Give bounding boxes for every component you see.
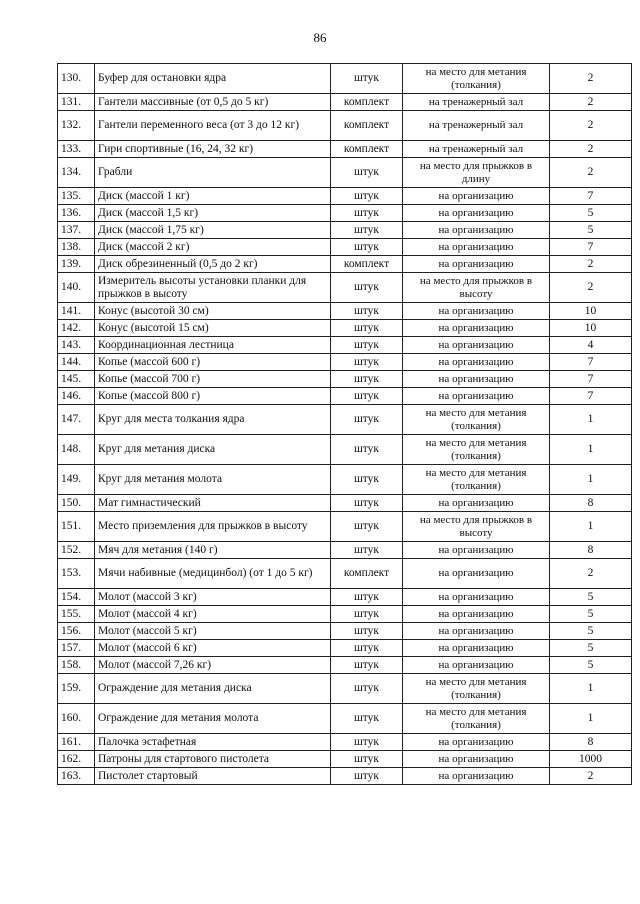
table-row — [58, 188, 632, 205]
quantity-cell: 1 — [550, 674, 632, 704]
unit-cell: штук — [331, 589, 403, 606]
row-number-cell: 130. — [58, 64, 95, 94]
item-name-cell: Копье (массой 700 г) — [95, 371, 331, 388]
quantity-cell: 7 — [550, 354, 632, 371]
table-row — [58, 623, 632, 640]
table-row — [58, 768, 632, 785]
table-row — [58, 94, 632, 111]
row-number-cell: 161. — [58, 734, 95, 751]
table-row — [58, 239, 632, 256]
row-number-cell: 156. — [58, 623, 95, 640]
table-row — [58, 465, 632, 495]
item-name-cell: Координационная лестница — [95, 337, 331, 354]
unit-cell: штук — [331, 239, 403, 256]
table-row — [58, 371, 632, 388]
item-name-cell: Круг для метания молота — [95, 465, 331, 495]
quantity-cell: 7 — [550, 188, 632, 205]
unit-cell: комплект — [331, 256, 403, 273]
item-name-cell: Диск (массой 1,75 кг) — [95, 222, 331, 239]
table-row — [58, 542, 632, 559]
row-number-cell: 149. — [58, 465, 95, 495]
row-number-cell: 138. — [58, 239, 95, 256]
row-number-cell: 140. — [58, 273, 95, 303]
unit-cell: штук — [331, 623, 403, 640]
unit-cell: штук — [331, 354, 403, 371]
row-number-cell: 145. — [58, 371, 95, 388]
allocation-cell: на организацию — [403, 320, 550, 337]
row-number-cell: 163. — [58, 768, 95, 785]
unit-cell: штук — [331, 465, 403, 495]
unit-cell: комплект — [331, 141, 403, 158]
item-name-cell: Гантели переменного веса (от 3 до 12 кг) — [95, 111, 331, 141]
row-number-cell: 155. — [58, 606, 95, 623]
allocation-cell: на организацию — [403, 256, 550, 273]
unit-cell: штук — [331, 188, 403, 205]
row-number-cell: 146. — [58, 388, 95, 405]
table-row — [58, 657, 632, 674]
row-number-cell: 141. — [58, 303, 95, 320]
table-row — [58, 256, 632, 273]
row-number-cell: 139. — [58, 256, 95, 273]
item-name-cell: Гири спортивные (16, 24, 32 кг) — [95, 141, 331, 158]
quantity-cell: 4 — [550, 337, 632, 354]
item-name-cell: Круг для метания диска — [95, 435, 331, 465]
item-name-cell: Место приземления для прыжков в высоту — [95, 512, 331, 542]
row-number-cell: 150. — [58, 495, 95, 512]
row-number-cell: 151. — [58, 512, 95, 542]
allocation-cell: на организацию — [403, 222, 550, 239]
allocation-cell: на организацию — [403, 751, 550, 768]
allocation-cell: на организацию — [403, 734, 550, 751]
quantity-cell: 2 — [550, 768, 632, 785]
row-number-cell: 144. — [58, 354, 95, 371]
allocation-cell: на тренажерный зал — [403, 141, 550, 158]
item-name-cell: Буфер для остановки ядра — [95, 64, 331, 94]
table-row — [58, 303, 632, 320]
table-row — [58, 559, 632, 589]
item-name-cell: Пистолет стартовый — [95, 768, 331, 785]
allocation-cell: на организацию — [403, 354, 550, 371]
unit-cell: штук — [331, 435, 403, 465]
unit-cell: штук — [331, 734, 403, 751]
table-row — [58, 606, 632, 623]
item-name-cell: Ограждение для метания диска — [95, 674, 331, 704]
unit-cell: штук — [331, 768, 403, 785]
quantity-cell: 1000 — [550, 751, 632, 768]
table-row — [58, 674, 632, 704]
item-name-cell: Патроны для стартового пистолета — [95, 751, 331, 768]
allocation-cell: на организацию — [403, 303, 550, 320]
allocation-cell: на место для прыжков в высоту — [403, 273, 550, 303]
item-name-cell: Молот (массой 5 кг) — [95, 623, 331, 640]
allocation-cell: на организацию — [403, 337, 550, 354]
item-name-cell: Мяч для метания (140 г) — [95, 542, 331, 559]
row-number-cell: 148. — [58, 435, 95, 465]
row-number-cell: 135. — [58, 188, 95, 205]
quantity-cell: 5 — [550, 205, 632, 222]
allocation-cell: на организацию — [403, 388, 550, 405]
quantity-cell: 7 — [550, 388, 632, 405]
allocation-cell: на место для метания (толкания) — [403, 674, 550, 704]
item-name-cell: Диск (массой 1 кг) — [95, 188, 331, 205]
quantity-cell: 10 — [550, 320, 632, 337]
quantity-cell: 2 — [550, 141, 632, 158]
item-name-cell: Конус (высотой 30 см) — [95, 303, 331, 320]
allocation-cell: на организацию — [403, 239, 550, 256]
allocation-cell: на организацию — [403, 371, 550, 388]
table-row — [58, 320, 632, 337]
item-name-cell: Копье (массой 800 г) — [95, 388, 331, 405]
row-number-cell: 142. — [58, 320, 95, 337]
item-name-cell: Гантели массивные (от 0,5 до 5 кг) — [95, 94, 331, 111]
quantity-cell: 5 — [550, 222, 632, 239]
unit-cell: штук — [331, 64, 403, 94]
unit-cell: штук — [331, 371, 403, 388]
allocation-cell: на организацию — [403, 606, 550, 623]
quantity-cell: 2 — [550, 111, 632, 141]
table-row — [58, 158, 632, 188]
allocation-cell: на место для метания (толкания) — [403, 465, 550, 495]
item-name-cell: Мат гимнастический — [95, 495, 331, 512]
item-name-cell: Конус (высотой 15 см) — [95, 320, 331, 337]
row-number-cell: 152. — [58, 542, 95, 559]
table-row — [58, 512, 632, 542]
item-name-cell: Грабли — [95, 158, 331, 188]
unit-cell: штук — [331, 657, 403, 674]
row-number-cell: 137. — [58, 222, 95, 239]
allocation-cell: на организацию — [403, 657, 550, 674]
table-row — [58, 640, 632, 657]
quantity-cell: 1 — [550, 512, 632, 542]
item-name-cell: Мячи набивные (медицинбол) (от 1 до 5 кг) — [95, 559, 331, 589]
quantity-cell: 2 — [550, 559, 632, 589]
allocation-cell: на организацию — [403, 768, 550, 785]
quantity-cell: 2 — [550, 256, 632, 273]
item-name-cell: Измеритель высоты установки планки для прыжков в высоту — [95, 273, 331, 303]
unit-cell: штук — [331, 606, 403, 623]
unit-cell: штук — [331, 542, 403, 559]
table-row — [58, 704, 632, 734]
unit-cell: штук — [331, 640, 403, 657]
row-number-cell: 131. — [58, 94, 95, 111]
unit-cell: штук — [331, 337, 403, 354]
unit-cell: штук — [331, 674, 403, 704]
quantity-cell: 8 — [550, 495, 632, 512]
row-number-cell: 133. — [58, 141, 95, 158]
quantity-cell: 7 — [550, 371, 632, 388]
item-name-cell: Диск обрезиненный (0,5 до 2 кг) — [95, 256, 331, 273]
quantity-cell: 1 — [550, 465, 632, 495]
table-row — [58, 354, 632, 371]
unit-cell: комплект — [331, 94, 403, 111]
item-name-cell: Молот (массой 4 кг) — [95, 606, 331, 623]
table-row — [58, 64, 632, 94]
table-row — [58, 388, 632, 405]
allocation-cell: на организацию — [403, 542, 550, 559]
table-row — [58, 435, 632, 465]
allocation-cell: на место для метания (толкания) — [403, 405, 550, 435]
allocation-cell: на организацию — [403, 188, 550, 205]
quantity-cell: 5 — [550, 606, 632, 623]
page-number: 86 — [313, 30, 327, 45]
unit-cell: штук — [331, 751, 403, 768]
quantity-cell: 5 — [550, 657, 632, 674]
unit-cell: штук — [331, 320, 403, 337]
row-number-cell: 134. — [58, 158, 95, 188]
table-row — [58, 222, 632, 239]
allocation-cell: на место для метания (толкания) — [403, 704, 550, 734]
row-number-cell: 153. — [58, 559, 95, 589]
table-row — [58, 734, 632, 751]
row-number-cell: 132. — [58, 111, 95, 141]
unit-cell: штук — [331, 205, 403, 222]
item-name-cell: Ограждение для метания молота — [95, 704, 331, 734]
unit-cell: комплект — [331, 559, 403, 589]
equipment-table-body — [58, 64, 632, 785]
allocation-cell: на организацию — [403, 559, 550, 589]
unit-cell: штук — [331, 405, 403, 435]
table-row — [58, 495, 632, 512]
unit-cell: штук — [331, 303, 403, 320]
table-row — [58, 273, 632, 303]
row-number-cell: 154. — [58, 589, 95, 606]
table-row — [58, 337, 632, 354]
allocation-cell: на организацию — [403, 495, 550, 512]
quantity-cell: 2 — [550, 158, 632, 188]
allocation-cell: на место для метания (толкания) — [403, 64, 550, 94]
unit-cell: штук — [331, 388, 403, 405]
allocation-cell: на тренажерный зал — [403, 94, 550, 111]
allocation-cell: на место для метания (толкания) — [403, 435, 550, 465]
allocation-cell: на организацию — [403, 589, 550, 606]
quantity-cell: 7 — [550, 239, 632, 256]
quantity-cell: 5 — [550, 589, 632, 606]
quantity-cell: 10 — [550, 303, 632, 320]
table-row — [58, 141, 632, 158]
item-name-cell: Круг для места толкания ядра — [95, 405, 331, 435]
row-number-cell: 147. — [58, 405, 95, 435]
allocation-cell: на место для прыжков в высоту — [403, 512, 550, 542]
unit-cell: штук — [331, 704, 403, 734]
unit-cell: штук — [331, 495, 403, 512]
unit-cell: комплект — [331, 111, 403, 141]
row-number-cell: 158. — [58, 657, 95, 674]
table-row — [58, 111, 632, 141]
equipment-table — [57, 63, 632, 785]
quantity-cell: 1 — [550, 704, 632, 734]
allocation-cell: на место для прыжков в длину — [403, 158, 550, 188]
row-number-cell: 159. — [58, 674, 95, 704]
quantity-cell: 2 — [550, 273, 632, 303]
quantity-cell: 8 — [550, 542, 632, 559]
quantity-cell: 5 — [550, 640, 632, 657]
item-name-cell: Молот (массой 3 кг) — [95, 589, 331, 606]
item-name-cell: Диск (массой 1,5 кг) — [95, 205, 331, 222]
quantity-cell: 1 — [550, 405, 632, 435]
row-number-cell: 143. — [58, 337, 95, 354]
unit-cell: штук — [331, 158, 403, 188]
item-name-cell: Молот (массой 6 кг) — [95, 640, 331, 657]
table-row — [58, 205, 632, 222]
unit-cell: штук — [331, 273, 403, 303]
table-row — [58, 405, 632, 435]
item-name-cell: Копье (массой 600 г) — [95, 354, 331, 371]
row-number-cell: 162. — [58, 751, 95, 768]
quantity-cell: 5 — [550, 623, 632, 640]
quantity-cell: 2 — [550, 94, 632, 111]
quantity-cell: 8 — [550, 734, 632, 751]
item-name-cell: Молот (массой 7,26 кг) — [95, 657, 331, 674]
item-name-cell: Палочка эстафетная — [95, 734, 331, 751]
row-number-cell: 157. — [58, 640, 95, 657]
row-number-cell: 136. — [58, 205, 95, 222]
allocation-cell: на организацию — [403, 640, 550, 657]
table-row — [58, 589, 632, 606]
allocation-cell: на организацию — [403, 205, 550, 222]
item-name-cell: Диск (массой 2 кг) — [95, 239, 331, 256]
unit-cell: штук — [331, 512, 403, 542]
allocation-cell: на тренажерный зал — [403, 111, 550, 141]
table-row — [58, 751, 632, 768]
row-number-cell: 160. — [58, 704, 95, 734]
allocation-cell: на организацию — [403, 623, 550, 640]
quantity-cell: 1 — [550, 435, 632, 465]
unit-cell: штук — [331, 222, 403, 239]
quantity-cell: 2 — [550, 64, 632, 94]
